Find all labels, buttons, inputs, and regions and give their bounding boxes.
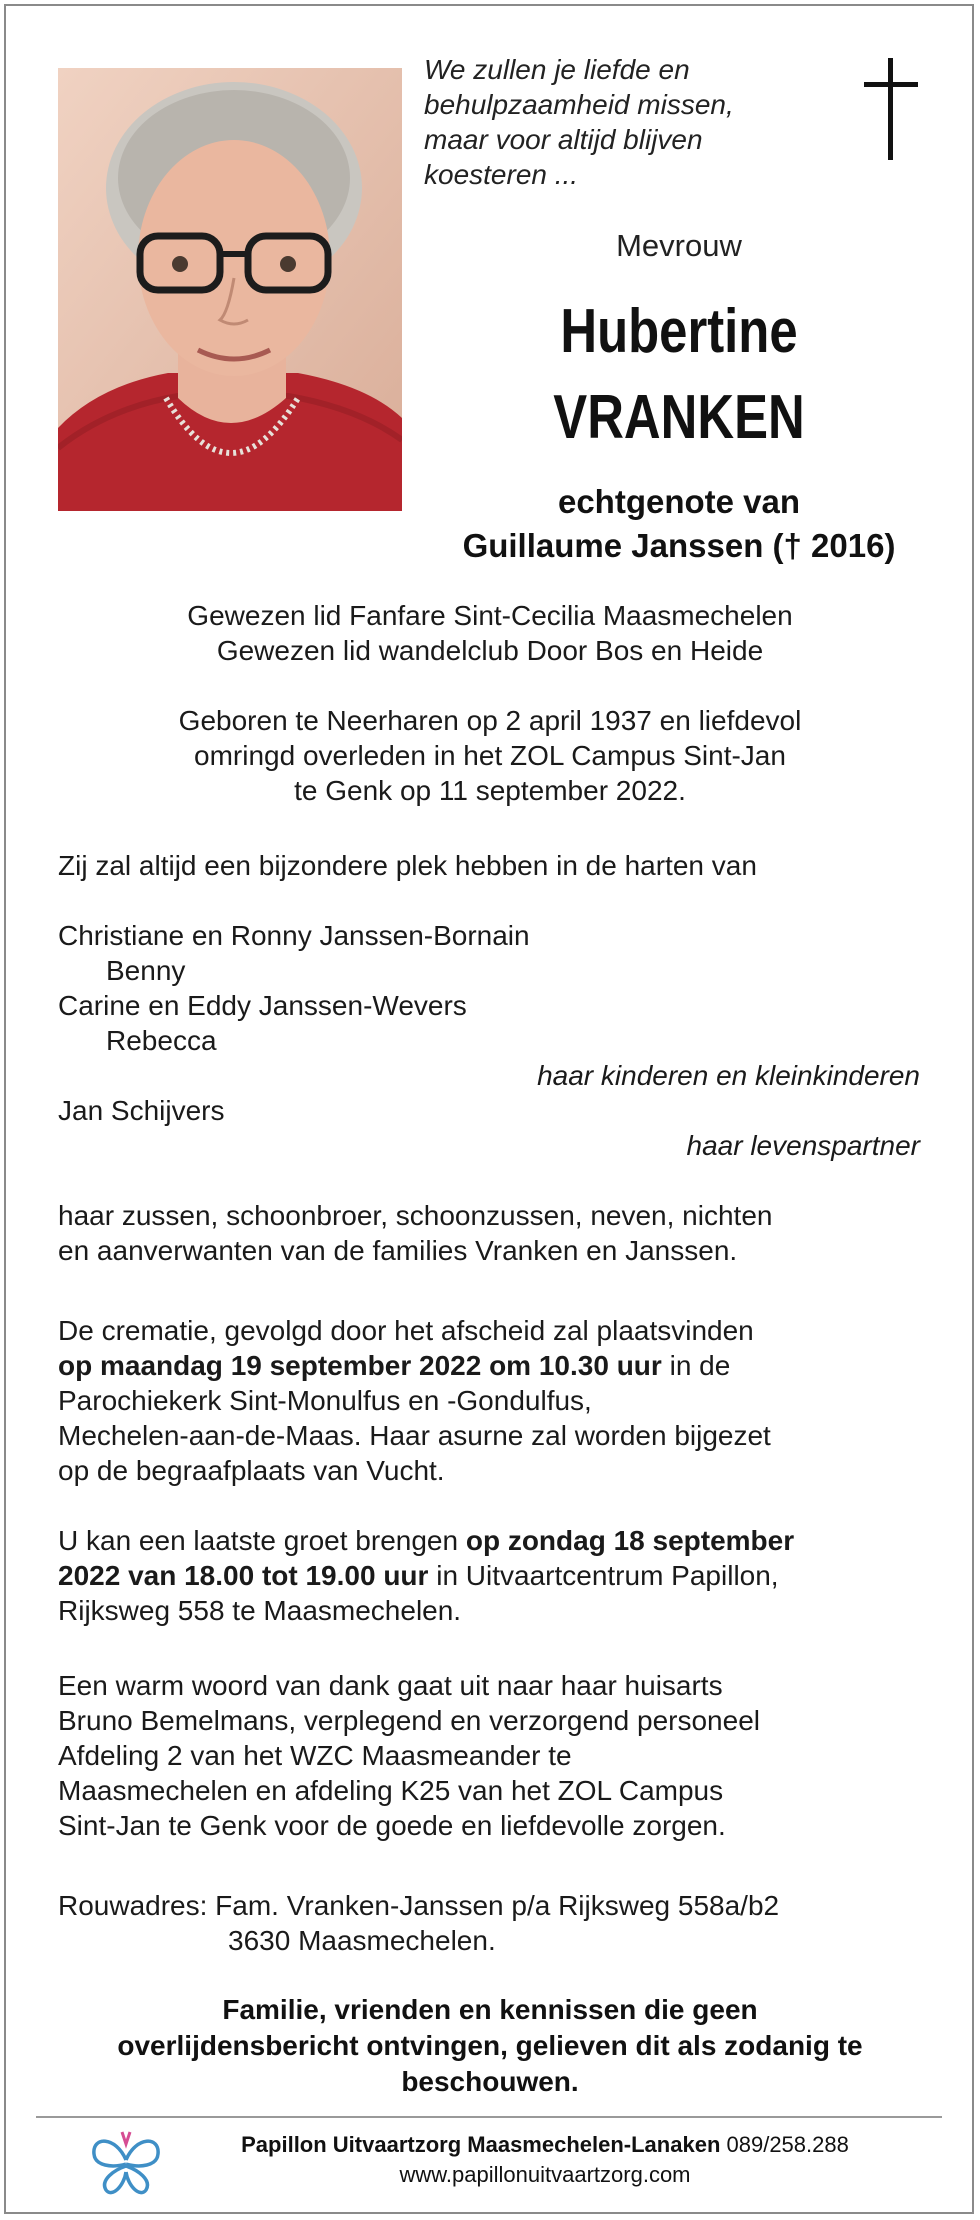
thanks-line: Sint-Jan te Genk voor de goede en liefdevolle zorgen.	[58, 1810, 726, 1841]
funeral-home-name: Papillon Uitvaartzorg Maasmechelen-Lanaken	[241, 2132, 721, 2157]
closing-line: overlijdensbericht ontvingen, gelieven dit als zodanig te	[117, 2030, 863, 2061]
family-intro: Zij zal altijd een bijzondere plek hebben in de harten van	[58, 850, 757, 881]
closing-line: beschouwen.	[401, 2066, 579, 2097]
membership-line: Gewezen lid wandelclub Door Bos en Heide	[216, 635, 764, 666]
visit-time: 2022 van 18.00 tot 19.00 uur	[58, 1560, 429, 1591]
visit-info	[58, 1523, 928, 1628]
spouse-line: echtgenote van	[557, 483, 801, 520]
funeral-home-info	[150, 2130, 940, 2190]
closing-notice	[40, 1992, 940, 2100]
address-line: 3630 Maasmechelen.	[228, 1925, 496, 1956]
funeral-home-line	[150, 2130, 940, 2160]
footer-divider	[36, 2116, 942, 2118]
first-name: Hubertine	[560, 297, 798, 366]
relatives-line: haar zussen, schoonbroer, schoonzussen, neven, nichten	[58, 1200, 773, 1231]
partner-entry: Jan Schijvers	[58, 1095, 225, 1126]
grandchild-entry: Rebecca	[106, 1025, 217, 1056]
mourning-address	[58, 1888, 928, 1958]
child-entry: Carine en Eddy Janssen-Wevers	[58, 990, 467, 1021]
ceremony-date: op maandag 19 september 2022 om 10.30 uur	[58, 1350, 662, 1381]
funeral-home-website[interactable]: www.papillonuitvaartzorg.com	[399, 2162, 691, 2187]
quote-line: koesteren ...	[424, 159, 579, 190]
family-list	[58, 918, 928, 1058]
ceremony-info	[58, 1313, 928, 1488]
membership-line: Gewezen lid Fanfare Sint-Cecilia Maasmechelen	[187, 600, 793, 631]
child-entry: Christiane en Ronny Janssen-Bornain	[58, 920, 530, 951]
thanks-line: Maasmechelen en afdeling K25 van het ZOL Campus	[58, 1775, 724, 1806]
salutation: Mevrouw	[616, 228, 742, 263]
children-caption: haar kinderen en kleinkinderen	[537, 1060, 920, 1091]
thanks-line: Bruno Bemelmans, verplegend en verzorgend personeel	[58, 1705, 760, 1736]
visit-text: in Uitvaartcentrum Papillon,	[428, 1560, 779, 1591]
birth-death-line: te Genk op 11 september 2022.	[294, 775, 686, 806]
partner-caption: haar levenspartner	[686, 1130, 920, 1161]
ceremony-line: Parochiekerk Sint-Monulfus en -Gondulfus,	[58, 1385, 592, 1416]
birth-death-info	[58, 703, 922, 808]
thanks-line: Een warm woord van dank gaat uit naar haar huisarts	[58, 1670, 723, 1701]
visit-line	[58, 1523, 928, 1558]
funeral-home-phone: 089/258.288	[720, 2132, 849, 2157]
thanks-info	[58, 1668, 928, 1843]
quote-line: behulpzaamheid missen,	[424, 89, 734, 120]
relatives-line: en aanverwanten van de families Vranken en Janssen.	[58, 1235, 738, 1266]
grandchild-entry: Benny	[106, 955, 186, 986]
birth-death-line: Geboren te Neerharen op 2 april 1937 en liefdevol	[178, 705, 802, 736]
ceremony-text: in de	[661, 1350, 731, 1381]
ceremony-line: op de begraafplaats van Vucht.	[58, 1455, 445, 1486]
visit-text: U kan een laatste groet brengen	[58, 1525, 466, 1556]
visit-line: Rijksweg 558 te Maasmechelen.	[58, 1595, 462, 1626]
ceremony-line: Mechelen-aan-de-Maas. Haar asurne zal worden bijgezet	[58, 1420, 771, 1451]
thanks-line: Afdeling 2 van het WZC Maasmeander te	[58, 1740, 572, 1771]
ceremony-line: De crematie, gevolgd door het afscheid zal plaatsvinden	[58, 1315, 754, 1346]
address-line: Rouwadres: Fam. Vranken-Janssen p/a Rijksweg 558a/b2	[58, 1890, 780, 1921]
visit-line	[58, 1558, 928, 1593]
relatives	[58, 1198, 928, 1268]
portrait-photo	[58, 68, 402, 511]
quote-line: We zullen je liefde en	[424, 54, 690, 85]
ceremony-line	[58, 1348, 928, 1383]
spouse-line: Guillaume Janssen († 2016)	[462, 527, 896, 564]
closing-line: Familie, vrienden en kennissen die geen	[222, 1994, 758, 2025]
memorial-quote	[424, 52, 804, 192]
spouse-info	[424, 480, 934, 568]
visit-date: op zondag 18 september	[465, 1525, 795, 1556]
birth-death-line: omringd overleden in het ZOL Campus Sint-Jan	[194, 740, 786, 771]
quote-line: maar voor altijd blijven	[424, 124, 703, 155]
memberships	[58, 598, 922, 668]
last-name: VRANKEN	[553, 383, 805, 452]
latin-cross-icon	[862, 58, 920, 160]
